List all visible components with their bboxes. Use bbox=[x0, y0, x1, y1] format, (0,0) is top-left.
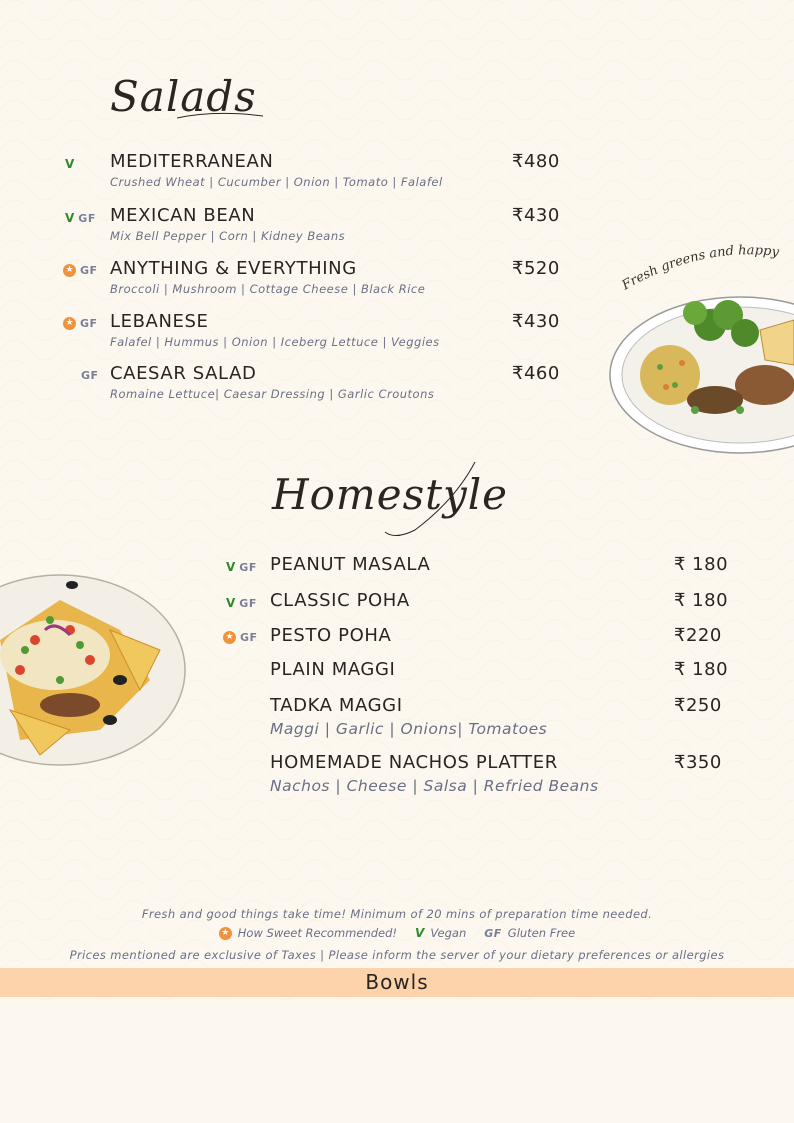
menu-item-pesto-poha bbox=[270, 625, 391, 646]
item-description: Broccoli | Mushroom | Cottage Cheese | Black Rice bbox=[110, 282, 426, 296]
legend-vegan bbox=[415, 926, 466, 940]
gluten-free-icon: GF bbox=[81, 368, 99, 382]
salad-bowl-illustration bbox=[600, 235, 794, 460]
recommended-star-icon: ★ bbox=[63, 264, 76, 277]
vegan-icon: V bbox=[226, 560, 236, 574]
item-name: CAESAR SALAD bbox=[110, 363, 257, 384]
salad-tags-0 bbox=[65, 154, 74, 174]
tax-disclaimer: Prices mentioned are exclusive of Taxes | Please inform the server of your dietary preferences or allergies bbox=[69, 948, 725, 962]
item-name: MEXICAN BEAN bbox=[110, 205, 256, 226]
item-name: ANYTHING & EVERYTHING bbox=[110, 258, 357, 279]
menu-item-mexican-bean bbox=[110, 205, 345, 243]
nachos-plate-illustration bbox=[0, 560, 190, 770]
salads-title-flourish bbox=[175, 110, 265, 122]
item-price: ₹430 bbox=[512, 311, 560, 332]
homestyle-tags-1 bbox=[226, 593, 257, 613]
menu-item-peanut-masala bbox=[270, 554, 430, 575]
item-price: ₹ 180 bbox=[674, 590, 729, 611]
homestyle-tags-2 bbox=[223, 627, 258, 647]
gluten-free-icon: GF bbox=[239, 596, 257, 610]
item-price: ₹ 180 bbox=[674, 659, 729, 680]
gluten-free-icon: GF bbox=[78, 211, 96, 225]
legend-recommended bbox=[219, 926, 397, 940]
item-description: Maggi | Garlic | Onions| Tomatoes bbox=[270, 720, 548, 738]
legend-gf-label: Gluten Free bbox=[507, 926, 576, 940]
salad-tags-1 bbox=[65, 208, 96, 228]
item-name: PEANUT MASALA bbox=[270, 554, 431, 575]
salad-tags-4 bbox=[81, 365, 99, 385]
menu-item-mediterranean bbox=[110, 151, 443, 189]
vegan-icon: V bbox=[226, 596, 236, 610]
item-name: LEBANESE bbox=[110, 311, 209, 332]
menu-item-anything-everything bbox=[110, 258, 425, 296]
item-price: ₹220 bbox=[674, 625, 722, 646]
homestyle-tags-0 bbox=[226, 557, 257, 577]
legend-recommended-label: How Sweet Recommended! bbox=[237, 926, 398, 940]
next-section-banner bbox=[0, 968, 794, 997]
svg-text:Fresh greens and happy bbox=[619, 243, 781, 294]
menu-item-classic-poha bbox=[270, 590, 410, 611]
legend-vegan-label: Vegan bbox=[430, 926, 467, 940]
menu-item-plain-maggi bbox=[270, 659, 395, 680]
menu-item-caesar-salad bbox=[110, 363, 434, 401]
menu-item-lebanese bbox=[110, 311, 440, 349]
item-price: ₹460 bbox=[512, 363, 560, 384]
item-price: ₹480 bbox=[512, 151, 560, 172]
legend-gluten-free bbox=[484, 926, 575, 940]
item-description: Crushed Wheat | Cucumber | Onion | Tomato | Falafel bbox=[110, 175, 443, 189]
item-description: Mix Bell Pepper | Corn | Kidney Beans bbox=[110, 229, 346, 243]
recommended-star-icon: ★ bbox=[219, 927, 232, 940]
item-price: ₹250 bbox=[674, 695, 722, 716]
menu-item-tadka-maggi bbox=[270, 695, 547, 738]
item-price: ₹ 180 bbox=[674, 554, 729, 575]
vegan-icon: V bbox=[65, 211, 75, 225]
item-name: TADKA MAGGI bbox=[270, 695, 403, 716]
item-description: Romaine Lettuce| Caesar Dressing | Garlic Croutons bbox=[110, 387, 435, 401]
item-price: ₹430 bbox=[512, 205, 560, 226]
item-price: ₹350 bbox=[674, 752, 722, 773]
item-name: PESTO POHA bbox=[270, 625, 392, 646]
vegan-icon: V bbox=[65, 157, 75, 171]
next-section-title: Bowls bbox=[365, 970, 429, 994]
item-name: HOMEMADE NACHOS PLATTER bbox=[270, 752, 558, 773]
prep-time-note: Fresh and good things take time! Minimum of 20 mins of preparation time needed. bbox=[141, 907, 653, 921]
gluten-free-icon: GF bbox=[80, 316, 98, 330]
salad-caption: Fresh greens and happy bbox=[619, 243, 780, 294]
homestyle-title: Homestyle bbox=[272, 470, 509, 519]
item-description: Nachos | Cheese | Salsa | Refried Beans bbox=[270, 777, 599, 795]
salad-tags-3 bbox=[63, 313, 98, 333]
gluten-free-icon: GF bbox=[239, 560, 257, 574]
item-name: PLAIN MAGGI bbox=[270, 659, 396, 680]
menu-item-nachos-platter bbox=[270, 752, 599, 795]
item-description: Falafel | Hummus | Onion | Iceberg Lettuce | Veggies bbox=[110, 335, 440, 349]
salad-tags-2 bbox=[63, 260, 98, 280]
item-price: ₹520 bbox=[512, 258, 560, 279]
item-name: MEDITERRANEAN bbox=[110, 151, 274, 172]
legend bbox=[0, 926, 794, 940]
salads-title: Salads bbox=[110, 72, 257, 121]
item-name: CLASSIC POHA bbox=[270, 590, 410, 611]
gluten-free-icon: GF bbox=[484, 926, 502, 940]
recommended-star-icon: ★ bbox=[223, 631, 236, 644]
recommended-star-icon: ★ bbox=[63, 317, 76, 330]
homestyle-title-flourish bbox=[375, 460, 485, 540]
gluten-free-icon: GF bbox=[80, 263, 98, 277]
vegan-icon: V bbox=[415, 926, 425, 940]
gluten-free-icon: GF bbox=[240, 630, 258, 644]
